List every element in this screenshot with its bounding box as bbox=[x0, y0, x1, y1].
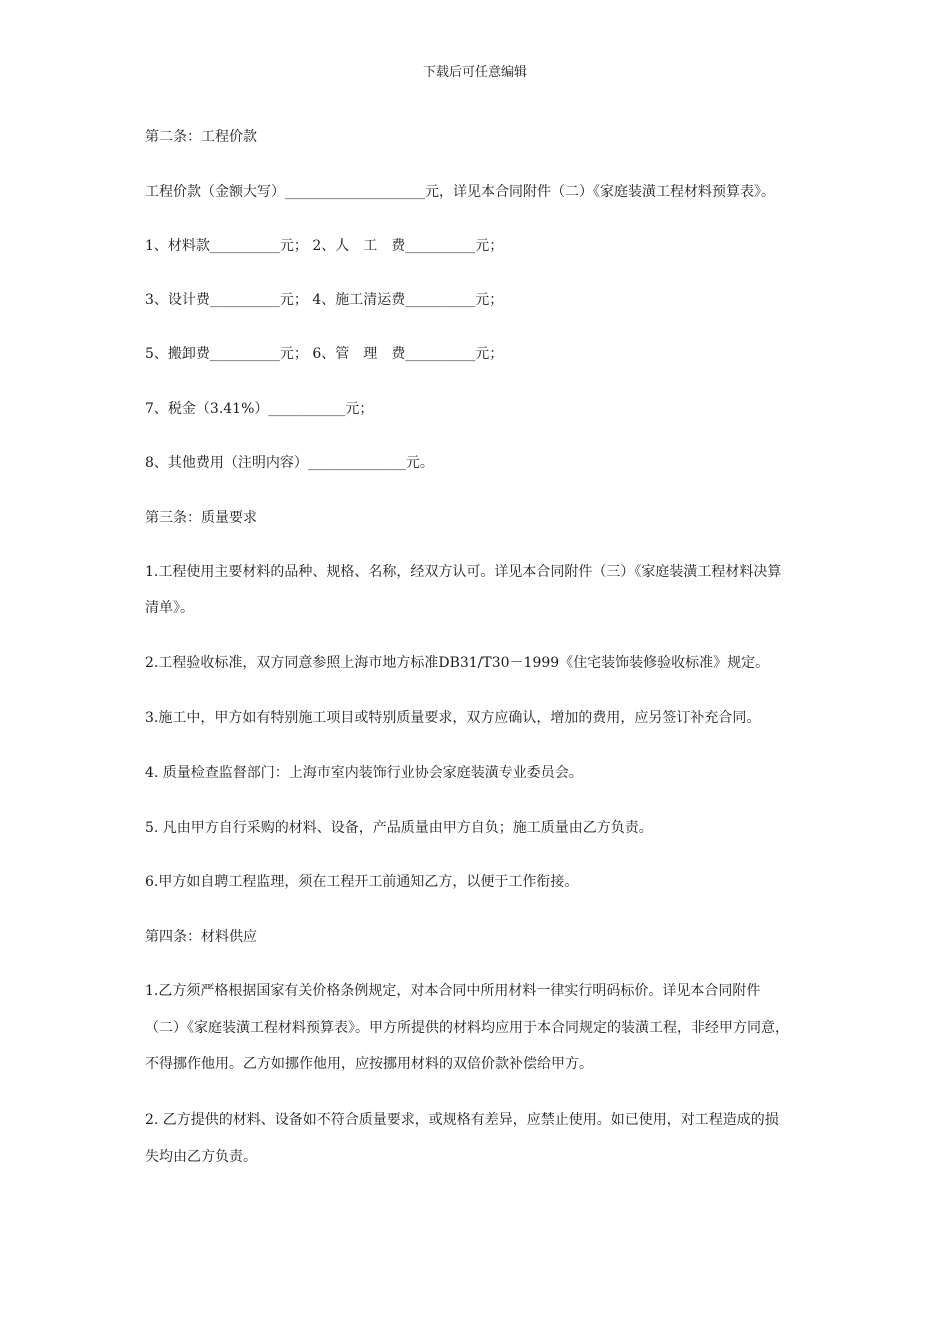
fee-item-1: 1、材料款__________元； 2、人 工 费__________元； bbox=[145, 238, 504, 254]
section-3-title: 第三条：质量要求 bbox=[145, 510, 257, 526]
quality-item-5: 5. 凡由甲方自行采购的材料、设备，产品质量由甲方自负；施工质量由乙方负责。 bbox=[145, 820, 653, 836]
quality-item-1-line-1: 1.工程使用主要材料的品种、规格、名称，经双方认可。详见本合同附件（三）《家庭装潢工程材料决算 bbox=[145, 564, 782, 580]
price-total: 工程价款（金额大写）____________________元，详见本合同附件（二）《家庭装潢工程材料预算表》。 bbox=[145, 184, 775, 200]
fee-item-3: 5、搬卸费__________元； 6、管 理 费__________元； bbox=[145, 346, 504, 362]
supply-item-1-line-1: 1.乙方须严格根据国家有关价格条例规定，对本合同中所用材料一律实行明码标价。详见本合同附件 bbox=[145, 983, 761, 999]
fee-item-5: 8、其他费用（注明内容）______________元。 bbox=[145, 455, 434, 471]
supply-item-1-line-2: （二）《家庭装潢工程材料预算表》。甲方所提供的材料均应用于本合同规定的装潢工程，非经甲方同意， bbox=[145, 1020, 789, 1036]
section-4-title: 第四条：材料供应 bbox=[145, 929, 257, 945]
fee-item-2: 3、设计费__________元； 4、施工清运费__________元； bbox=[145, 292, 504, 308]
supply-item-1-line-3: 不得挪作他用。乙方如挪作他用，应按挪用材料的双倍价款补偿给甲方。 bbox=[145, 1056, 593, 1072]
quality-item-6: 6.甲方如自聘工程监理，须在工程开工前通知乙方，以便于工作衔接。 bbox=[145, 874, 579, 890]
quality-item-4: 4. 质量检查监督部门：上海市室内装饰行业协会家庭装潢专业委员会。 bbox=[145, 765, 583, 781]
supply-item-2-line-2: 失均由乙方负责。 bbox=[145, 1149, 257, 1165]
quality-item-2: 2.工程验收标准，双方同意参照上海市地方标准DB31/T30－1999《住宅装饰装修验收标准》规定。 bbox=[145, 655, 770, 671]
fee-item-4: 7、税金（3.41%）___________元； bbox=[145, 401, 374, 417]
section-2-title: 第二条：工程价款 bbox=[145, 129, 257, 145]
supply-item-2-line-1: 2. 乙方提供的材料、设备如不符合质量要求，或规格有差异，应禁止使用。如已使用，对工程造成的损 bbox=[145, 1112, 779, 1128]
quality-item-3: 3.施工中，甲方如有特别施工项目或特别质量要求，双方应确认，增加的费用，应另签订补充合同。 bbox=[145, 710, 761, 726]
page-header: 下载后可任意编辑 bbox=[422, 65, 527, 80]
quality-item-1-line-2: 清单》。 bbox=[145, 600, 194, 616]
